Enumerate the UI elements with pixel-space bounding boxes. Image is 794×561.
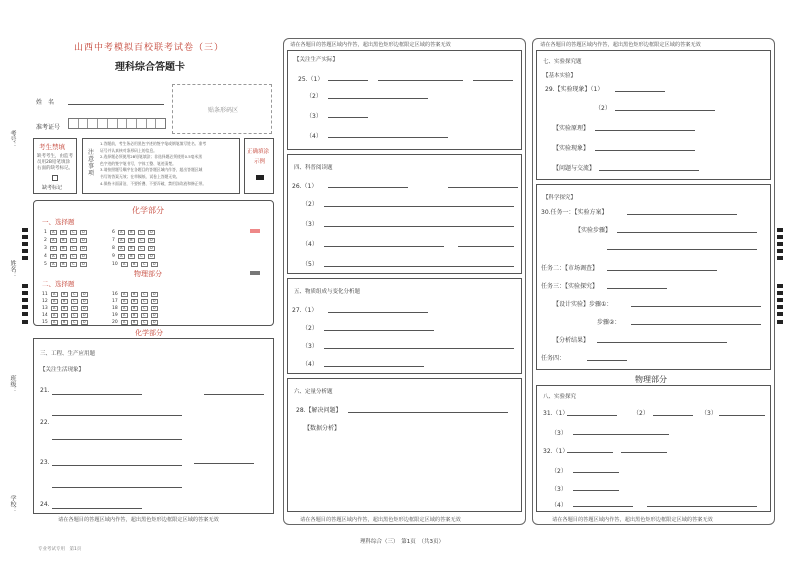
col3-label: 【实验原理】 xyxy=(553,125,590,132)
choice2-title: 二、选择题 xyxy=(42,280,75,288)
col2-sub3: 五、物质组成与变化分析题 xyxy=(294,289,361,295)
timing-mark xyxy=(777,249,783,253)
answer-line[interactable] xyxy=(204,394,264,395)
answer-line[interactable] xyxy=(615,91,665,92)
timing-mark xyxy=(22,305,28,309)
side-label-kaohao: 考号： xyxy=(9,130,16,148)
choice-row[interactable]: 18 A B C D xyxy=(112,305,158,312)
side-label-class: 班级： xyxy=(9,375,16,393)
q29-box: 七、实验探究题 【基本实验】 29.【实验现象】（1） （2） 【实验原理】 【实验现象】 【问题与交流】 xyxy=(536,50,771,180)
footer-left: 专业考试专用 第1页 xyxy=(38,547,82,552)
q28-label: 28.【解决问题】 xyxy=(296,407,342,414)
answer-line[interactable] xyxy=(52,415,182,416)
q25-label: 25.（1） xyxy=(298,76,324,83)
choice-row[interactable]: 8 A B C D xyxy=(112,245,158,253)
q26-box: 四、科普阅读题 26.（1） （2） （3） （4） （5） xyxy=(287,154,522,274)
name-label: 姓 名 xyxy=(36,99,55,106)
q22-label: 22. xyxy=(40,419,50,426)
timing-mark xyxy=(777,235,783,239)
id-label: 准考证号 xyxy=(36,124,61,131)
timing-mark xyxy=(22,320,28,324)
col2-notice-bottom: 请在各题目的答题区域内作答，超出黑色矩形边框限定区域的答案无效 xyxy=(300,517,461,523)
id-field[interactable] xyxy=(68,118,166,129)
timing-mark xyxy=(22,235,28,239)
timing-mark xyxy=(777,312,783,316)
answer-line[interactable] xyxy=(52,487,182,488)
answer-line[interactable] xyxy=(324,266,514,267)
answer-line[interactable] xyxy=(573,434,669,435)
choice-section xyxy=(33,200,274,326)
answer-line[interactable] xyxy=(631,306,761,307)
col3-tag1: 【基本实验】 xyxy=(543,73,577,79)
q31-label: 31.（1） xyxy=(543,410,569,417)
answer-line[interactable] xyxy=(567,452,613,453)
timing-mark xyxy=(22,256,28,260)
barcode-area xyxy=(172,84,272,134)
section-phys-title: 物理部分 xyxy=(134,270,162,278)
q25-box: 【关注生产实际】 25.（1） （2） （3） （4） xyxy=(287,50,522,150)
answer-line[interactable] xyxy=(324,348,514,349)
col3-notice-bottom: 请在各题目的答题区域内作答，超出黑色矩形边框限定区域的答案无效 xyxy=(552,517,713,523)
col3-label: 【实验步骤】 xyxy=(575,227,612,234)
col3-label: 【问题与交流】 xyxy=(553,165,596,172)
col1-notice: 请在各题目的答题区域内作答，超出黑色矩形边框限定区域的答案无效 xyxy=(58,517,219,523)
rules-right-title: 正确填涂 xyxy=(247,149,270,155)
choice-row[interactable]: 20 A B C D xyxy=(112,319,158,326)
rules-left xyxy=(33,138,77,194)
answer-line[interactable] xyxy=(607,249,757,250)
q30-label: 30.任务一：【实验方案】 xyxy=(541,209,608,216)
answer-line[interactable] xyxy=(595,130,695,131)
rule-line: 书写的答案无效；在草稿纸、试卷上答题无效。 xyxy=(100,173,180,179)
col2-sub4: 六、定量分析题 xyxy=(294,389,333,395)
col3-label: 任务二：【市场调查】 xyxy=(541,265,599,272)
answer-line[interactable] xyxy=(328,98,428,99)
q23-label: 23. xyxy=(40,459,50,466)
timing-mark xyxy=(777,228,783,232)
col3-sub2: 八、实验探究 xyxy=(543,394,577,400)
col3-phys-title: 物理部分 xyxy=(635,375,667,384)
answer-line[interactable] xyxy=(52,465,182,466)
answer-line[interactable] xyxy=(378,80,463,81)
name-field[interactable] xyxy=(68,104,164,105)
col1-answer-box xyxy=(33,338,274,514)
answer-line[interactable] xyxy=(631,324,761,325)
col2-sub2: 四、科普阅读题 xyxy=(294,165,333,171)
col2-notice-top: 请在各题目的答题区域内作答，超出黑色矩形边框限定区域的答案无效 xyxy=(290,42,451,48)
choice-row[interactable]: 16 A B C D xyxy=(112,291,158,298)
col2-tag: 【关注生产实际】 xyxy=(294,57,339,63)
q28-box xyxy=(287,378,522,512)
timing-mark xyxy=(22,291,28,295)
choice-row[interactable]: 9 A B C D xyxy=(112,253,158,261)
answer-line[interactable] xyxy=(567,415,617,416)
answer-line[interactable] xyxy=(324,330,434,331)
col3-label: 步骤②： xyxy=(597,319,621,326)
col3-sub1: 七、实验探究题 xyxy=(543,59,582,65)
rule-line: 3.请按照题号顺序在各题目的答题区域内作答，超出答题区域 xyxy=(100,167,203,173)
col3-label: 【分析结果】 xyxy=(553,337,590,344)
answer-line[interactable] xyxy=(573,472,619,473)
q24-label: 24. xyxy=(40,501,50,508)
timing-mark xyxy=(22,228,28,232)
q29-label: 29.【实验现象】（1） xyxy=(545,86,604,93)
exam-title: 山西中考模拟百校联考试卷（三） xyxy=(74,43,225,53)
answer-line[interactable] xyxy=(324,206,514,207)
answer-line[interactable] xyxy=(597,342,727,343)
answer-line[interactable] xyxy=(328,137,448,138)
answer-line[interactable] xyxy=(328,312,428,313)
answer-line[interactable] xyxy=(653,415,693,416)
rule-line: 1.答题前，考生务必用黑色字迹的签字笔或钢笔填写姓名、准考 xyxy=(100,141,207,146)
page-footer: 理科综合（三） 第1页 （共3页） xyxy=(360,539,444,545)
side-label-name: 姓名： xyxy=(9,260,16,278)
answer-line[interactable] xyxy=(52,439,182,440)
timing-mark xyxy=(22,298,28,302)
choice-row[interactable]: 19 A B C D xyxy=(112,312,158,319)
rules-left-body: 缺考考生，由监考员用2B铅笔填涂右面的缺考标记。 xyxy=(37,154,73,171)
rules-right xyxy=(244,138,274,194)
choice-row[interactable]: 2 A B C D xyxy=(44,237,87,245)
answer-line[interactable] xyxy=(52,394,142,395)
answer-line[interactable] xyxy=(328,117,368,118)
q31-box: 八、实验探究 31.（1） （2） （3） （3） 32.（1） （2） （3） （4） xyxy=(536,385,771,512)
timing-mark xyxy=(777,242,783,246)
side-label-school: 学校： xyxy=(9,495,16,513)
choice-row[interactable]: 10 A B C D xyxy=(112,261,158,269)
answer-line[interactable] xyxy=(607,288,667,289)
answer-line[interactable] xyxy=(719,415,765,416)
rules-left-title: 考生禁填 xyxy=(39,143,65,151)
answer-line[interactable] xyxy=(595,150,695,151)
timing-mark xyxy=(22,249,28,253)
timing-mark xyxy=(22,284,28,288)
col1-subtitle: 三、工程、生产应用题 xyxy=(40,351,96,357)
choice-row[interactable]: 4 A B C D xyxy=(44,253,87,261)
rule-line: 证号并认真核对条形码上的信息。 xyxy=(100,147,157,153)
answer-line[interactable] xyxy=(607,270,717,271)
timing-mark xyxy=(777,291,783,295)
answer-line[interactable] xyxy=(647,506,757,507)
answer-line[interactable] xyxy=(573,506,633,507)
rules-mid-title: 注意事项 xyxy=(88,149,95,177)
status-mark xyxy=(250,271,260,275)
choice-row[interactable]: 7 A B C D xyxy=(112,237,158,245)
col1-section-title: 化学部分 xyxy=(135,329,163,337)
status-mark xyxy=(250,229,260,233)
fill-example xyxy=(256,175,264,180)
answer-line[interactable] xyxy=(617,232,757,233)
answer-line[interactable] xyxy=(324,366,424,367)
q30-box xyxy=(536,184,771,370)
barcode-label: 贴条形码区 xyxy=(208,107,239,114)
choice-row[interactable]: 1 A B C D xyxy=(44,229,87,237)
col3-label: 【实验现象】 xyxy=(553,145,590,152)
col3-tag2: 【科学探究】 xyxy=(543,195,577,201)
timing-mark xyxy=(777,305,783,309)
answer-line[interactable] xyxy=(194,463,254,464)
q32-label: 32.（1） xyxy=(543,448,569,455)
choice-row[interactable]: 6 A B C D xyxy=(112,229,158,237)
answer-line[interactable] xyxy=(52,508,142,509)
q28-sub-label: 【数据分析】 xyxy=(304,425,341,432)
rule-line: 色字迹的签字笔书写，字体工整、笔迹清楚。 xyxy=(100,160,176,166)
choice-row[interactable]: 11 A B C D xyxy=(42,291,88,298)
choice-row[interactable]: 14 A B C D xyxy=(42,312,88,319)
timing-mark xyxy=(777,256,783,260)
answer-line[interactable] xyxy=(587,360,627,361)
choice-row[interactable]: 3 A B C D xyxy=(44,245,87,253)
q26-label: 26.（1） xyxy=(292,183,318,190)
answer-line[interactable] xyxy=(324,226,514,227)
answer-line[interactable] xyxy=(599,170,699,171)
col3-label: 任务三：【实验探究】 xyxy=(541,283,599,290)
rule-line: 4.保持卡面清洁，不要折叠、不要弄破，禁用涂改液和修正带。 xyxy=(100,180,207,186)
timing-mark xyxy=(22,312,28,316)
choice-row[interactable]: 12 A B C D xyxy=(42,298,88,305)
answer-line[interactable] xyxy=(621,452,667,453)
answer-line[interactable] xyxy=(473,80,513,81)
answer-line[interactable] xyxy=(615,110,715,111)
answer-line[interactable] xyxy=(448,187,518,188)
absent-mark-label: 缺考标记 xyxy=(42,185,63,191)
choice-row[interactable]: 13 A B C D xyxy=(42,305,88,312)
card-title: 理科综合答题卡 xyxy=(115,62,185,73)
choice1-title: 一、选择题 xyxy=(42,218,75,226)
q27-box: 五、物质组成与变化分析题 27.（1） （2） （3） （4） xyxy=(287,278,522,374)
section-chem-title: 化学部分 xyxy=(132,206,164,215)
answer-line[interactable] xyxy=(328,80,368,81)
timing-mark xyxy=(22,242,28,246)
timing-mark xyxy=(777,298,783,302)
q21-label: 21. xyxy=(40,387,50,394)
choice-row[interactable]: 15 A B C D xyxy=(42,319,88,326)
col1-tag: 【关注生活现象】 xyxy=(40,367,85,373)
absent-checkbox[interactable] xyxy=(52,175,58,181)
answer-line[interactable] xyxy=(328,187,408,188)
answer-line[interactable] xyxy=(627,214,737,215)
answer-line[interactable] xyxy=(324,246,444,247)
col3-label: 【设计实验】步骤①： xyxy=(553,301,613,308)
answer-line[interactable] xyxy=(458,246,514,247)
choice-row[interactable]: 17 A B C D xyxy=(112,298,158,305)
answer-line[interactable] xyxy=(348,412,508,413)
timing-mark xyxy=(777,320,783,324)
col3-notice-top: 请在各题目的答题区域内作答，超出黑色矩形边框限定区域的答案无效 xyxy=(540,42,701,48)
rule-line: 2.选择题必须使用2B铅笔填涂；非选择题必须使用0.5毫米黑 xyxy=(100,154,203,160)
timing-mark xyxy=(777,284,783,288)
choice-row[interactable]: 5 A B C D xyxy=(44,261,87,269)
answer-line[interactable] xyxy=(573,490,619,491)
rules-mid xyxy=(82,138,240,194)
col3-label: 任务四： xyxy=(541,355,566,362)
q27-label: 27.（1） xyxy=(292,307,318,314)
rules-right-sub: 示例 xyxy=(254,159,266,165)
